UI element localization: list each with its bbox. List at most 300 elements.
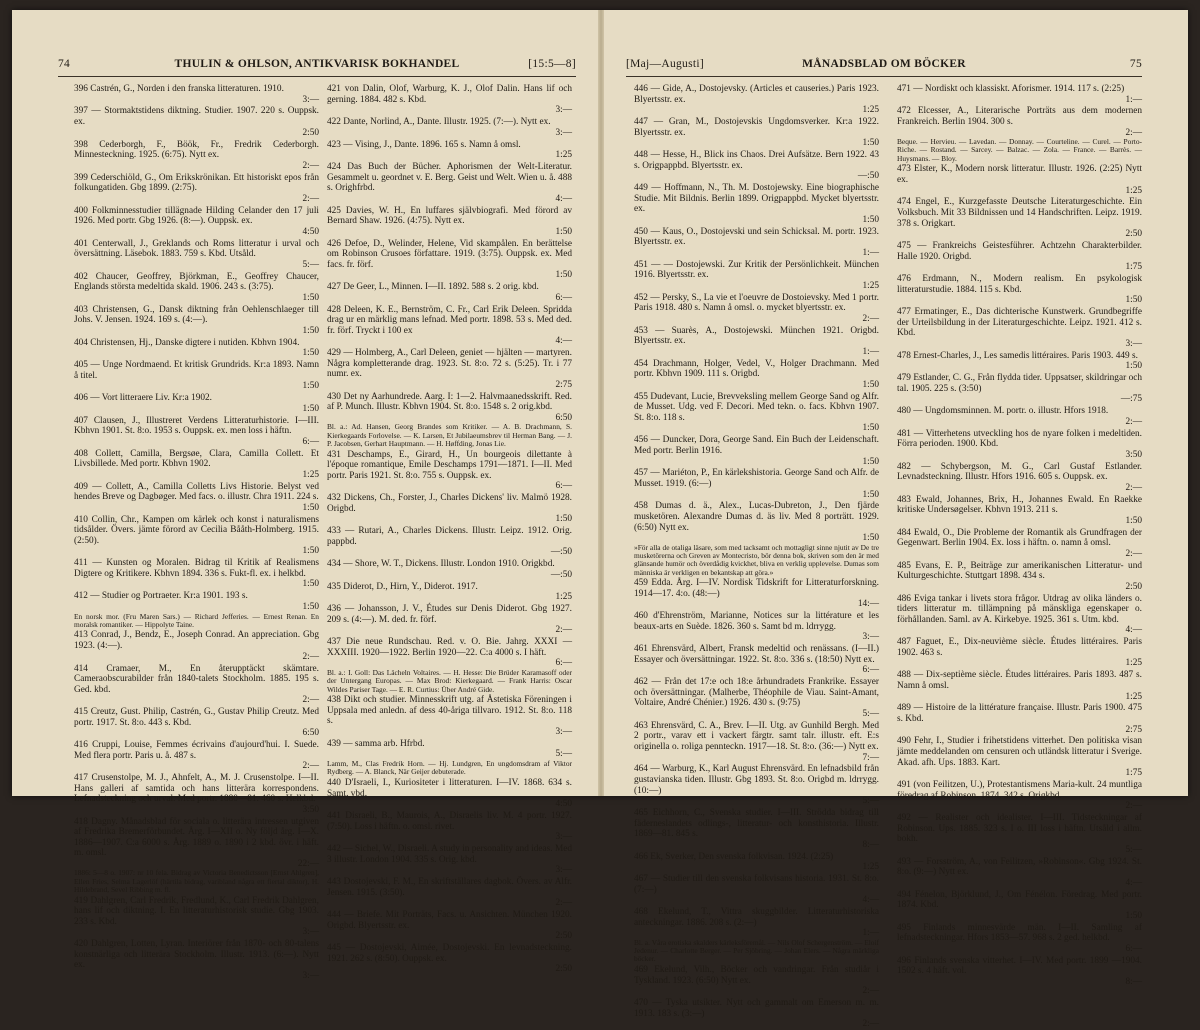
- entry-price: 2:—: [862, 313, 879, 324]
- entry-price: 1:25: [862, 280, 879, 291]
- header-rule: [626, 76, 1142, 77]
- catalog-column: [327, 84, 572, 975]
- catalog-entry: [74, 106, 319, 138]
- entry-text: 454 Drachmann, Holger, Vedel, V., Holger Drachmann. Med portr. Kbhvn 1909. 111 s. Origbd.: [634, 358, 879, 380]
- entry-price: 1:50: [302, 403, 319, 414]
- catalog-entry: [327, 84, 572, 116]
- entry-text: 496 Finlands svenska vitterhet. I—IV. Med portr. 1899 —1904. 1502 s. 4 häft. vol.: [897, 955, 1142, 977]
- catalog-entry: [897, 106, 1142, 163]
- catalog-entry: [74, 206, 319, 238]
- catalog-entry: [74, 173, 319, 205]
- entry-price: 1:25: [1125, 691, 1142, 702]
- entry-text: 491 (von Feilitzen, U.), Protestantismens Maria-kult. 24 muntliga föredrag af Robinson. 1874. 342 s. Origkbd.: [897, 780, 1142, 801]
- catalog-entry: [74, 338, 319, 359]
- catalog-entry: [897, 703, 1142, 735]
- entry-text: 467 — Studier till den svenska folkvisans historia. 1931. St. 8:o. (7:—): [634, 874, 879, 895]
- entry-text: 487 Faguet, E., Dix-neuvième siècle. Études littéraires. Paris 1902. 463 s.: [897, 637, 1142, 658]
- entry-text: 468 Ekelund, T., Vittra skuggbilder. Litteraturhistoriska anteckningar. 1886. 208 s. (2:—): [634, 907, 879, 928]
- catalog-entry: [897, 594, 1142, 636]
- entry-price: 1:25: [302, 469, 319, 480]
- catalog-entry: [634, 808, 879, 850]
- catalog-entry: [634, 611, 879, 643]
- entry-price: 1:25: [555, 592, 572, 603]
- catalog-entry: [327, 117, 572, 138]
- catalog-entry: [897, 274, 1142, 306]
- entry-text: 483 Ewald, Johannes, Brix, H., Johannes Ewald. En Raekke kritiske Undersøgelser. Kbhvn 1913. 211 s.: [897, 494, 1142, 516]
- entry-text: 433 — Rutari, A., Charles Dickens. Illustr. Leipz. 1912. Orig. pappbd.: [327, 526, 572, 547]
- entry-price: 1:75: [1125, 262, 1142, 273]
- entry-text: 432 Dickens, Ch., Forster, J., Charles Dickens' liv. Malmö 1928. Origbd.: [327, 493, 572, 514]
- catalog-entry: [327, 559, 572, 580]
- entry-price: 5:—: [555, 749, 572, 760]
- entry-price: 6:50: [555, 412, 572, 423]
- entry-price: 1:50: [302, 325, 319, 336]
- catalog-entry: [634, 117, 879, 149]
- entry-note: Bl. a.: I. Goll: Das Lächeln Voltaires. — H. Hesse: Die Brüder Karamasoff oder der Untergang Europas. — Max Brod: Kierkegaard. — Frank Harris: Oscar Wildes Pariser Tage. — E. R. Curtius: Über André Gide.: [327, 668, 572, 694]
- entry-text: 443 Dostojevski, F. M., En skriftställares dagbok. Övers. av Alfr. Jensen. 1915. (3:50).: [327, 877, 572, 898]
- entry-text: 402 Chaucer, Geoffrey, Björkman, E., Geoffrey Chaucer, Englands största medeltida skald. 1906. 243 s. (3:75).: [74, 271, 319, 293]
- entry-text: 444 — Briefe. Mit Porträts, Facs. u. Ansichten. München 1920. Origbd. Blyertsstr. ex.: [327, 910, 572, 931]
- entry-text: 405 — Unge Nordmaend. Et kritisk Grundrids. Kr:a 1893. Namn å titel.: [74, 360, 319, 381]
- entry-text: 485 Evans, E. P., Beiträge zur amerikanischen Litteratur- und Kulturgeschichte. Stuttgart 1898. 434 s.: [897, 560, 1142, 582]
- entry-text: 477 Ermatinger, E., Das dichterische Kunstwerk. Grundbegriffe der Urteilsbildung in der Literaturgeschichte. Leipz. 1921. 412 s. Kbd.: [897, 307, 1142, 339]
- entry-price: 2:—: [862, 986, 879, 997]
- entry-price: —:50: [550, 547, 572, 558]
- catalog-entry: [897, 429, 1142, 461]
- entry-price: 2:—: [555, 898, 572, 909]
- entry-text: 462 — Från det 17:e och 18:e århundradets Frankrike. Essayer och översättningar. (Malherbe, Théophile de Viau. Saint-Amant, Voltaire, André Chénier.) 1926. 430 s. (9:75): [634, 677, 879, 709]
- entry-text: 479 Estlander, C. G., Från flydda tider. Uppsatser, skildringar och tal. 1905. 225 s. (3:50): [897, 373, 1142, 394]
- entry-text: 412 — Studier og Portraeter. Kr:a 1901. 193 s.: [74, 591, 248, 602]
- entry-text: 410 Collin, Chr., Kampen om kärlek och konst i naturalismens tidsålder. Övers. jämte förord av Cecilia Bååth-Holmberg. 1915. (2:50).: [74, 514, 319, 546]
- catalog-entry: [634, 965, 879, 997]
- entry-text: 457 — Mariéton, P., En kärlekshistoria. George Sand och Alfr. de Musset. 1919. (6:—): [634, 468, 879, 489]
- entry-text: 466 Ek, Sverker, Den svenska folkvisan. 1924. (2:25): [634, 851, 834, 862]
- entry-price: 1:50: [862, 533, 879, 544]
- entry-price: 8:—: [862, 839, 879, 850]
- entry-text: 448 — Hesse, H., Blick ins Chaos. Drei Aufsätze. Bern 1922. 43 s. Origpappbd. Blyertsstr. ex.: [634, 150, 879, 171]
- catalog-entry: [327, 778, 572, 810]
- entry-text: 435 Diderot, D., Hirn, Y., Diderot. 1917.: [327, 581, 478, 592]
- entry-price: 2:50: [555, 931, 572, 942]
- entry-text: 489 — Histoire de la littérature française. Illustr. Paris 1900. 475 s. Kbd.: [897, 703, 1142, 724]
- catalog-entry: [634, 764, 879, 806]
- entry-price: 2:50: [555, 964, 572, 975]
- catalog-entry: [897, 373, 1142, 405]
- catalog-entry: [897, 923, 1142, 955]
- entry-text: 403 Christensen, G., Dansk diktning från Oehlenschlaeger till Johs. V. Jensen. 1924. 169 s. (4:—).: [74, 304, 319, 326]
- entry-text: 409 — Collett, A., Camilla Colletts Livs Historie. Belyst ved hendes Breve og Dagbøger. Med facs. o. illustr. Chra 1911. 224 s.: [74, 481, 319, 503]
- entry-price: 3:—: [555, 127, 572, 138]
- entry-price: 2:—: [302, 695, 319, 706]
- catalog-entry: [634, 326, 879, 358]
- catalog-entry: [327, 450, 572, 492]
- catalog-entry: [634, 150, 879, 182]
- catalog-entry: [634, 183, 879, 225]
- page-number: 75: [1129, 58, 1142, 70]
- entry-text: 442 — Sichel, W., Disraeli. A study in personality and ideas. Med 3 illustr. London 1904. 335 s. Orig. kbd.: [327, 844, 572, 865]
- entry-price: 6:—: [1125, 943, 1142, 954]
- entry-text: 455 Dudevant, Lucie, Brevveksling mellem George Sand og Alfr. de Musset. Udg. ved F. Decori. Med tekn. o. facs. Kbhvn 1907. St. 8:o. 118 s.: [634, 391, 879, 423]
- catalog-entry: [634, 227, 879, 259]
- left-page: [12, 10, 598, 981]
- entry-price: 4:—: [555, 336, 572, 347]
- catalog-entry: [327, 637, 572, 694]
- catalog-entry: [74, 84, 319, 105]
- catalog-entry: [897, 84, 1142, 105]
- catalog-entry: [897, 528, 1142, 560]
- book-spread: [12, 10, 1188, 1030]
- entry-price: 2:50: [302, 127, 319, 138]
- catalog-entry: [327, 305, 572, 347]
- running-title: MÅNADSBLAD OM BÖCKER: [802, 58, 966, 70]
- entry-price: 2:—: [862, 1019, 879, 1030]
- catalog-entry: [634, 644, 879, 676]
- entry-text: 422 Dante, Norlind, A., Dante. Illustr. 1925. (7:—). Nytt ex.: [327, 117, 551, 128]
- catalog-entry: [74, 630, 319, 662]
- entry-text: 414 Cramaer, M., En återupptäckt skämtare. Cameraobscurabilder från 1840-talets Stockholm. 1885. 195 s. Ged. kbd.: [74, 663, 319, 695]
- entry-note: »För alla de otaliga läsare, som med tacksamt och mottagligt sinne njutit av De tre musketörerna och Greven av Montecristo, bör denna bok, skriven som den är med glänsande humör och överdådig kvickhet, bliva en verklig upplevelse. Dumas som människa är verkligen en bekantskap att göra.»: [634, 542, 879, 577]
- entry-text: 494 Fénelon, Björklund, J., Om Fénélon. Föredrag. Med portr. 1874. Kbd.: [897, 889, 1142, 911]
- entry-text: 408 Collett, Camilla, Bergsøe, Clara, Camilla Collett. Et Livsbillede. Med portr. Kbhvn 1902.: [74, 448, 319, 470]
- catalog-entry: [897, 462, 1142, 494]
- catalog-entry: [897, 406, 1142, 427]
- entry-price: 1:50: [302, 381, 319, 392]
- catalog-entry: [74, 239, 319, 271]
- entry-text: 417 Crusenstolpe, M. J., Ahnfelt, A., M. J. Crusenstolpe. I—II. Hans galleri af samtida och hans litterära korrespondens. Lefnadsteckning och urval. Med portr. 1880—81. 460 s. Helkbd.: [74, 773, 319, 805]
- entry-text: 420 Dahlgren, Lotten, Lyran. Interiörer från 1870- och 80-talens konstnärliga och litterära Stockholm. Illustr. 1913. (6:—). Nytt ex.: [74, 939, 319, 971]
- entry-price: 1:25: [862, 862, 879, 873]
- entry-text: 413 Conrad, J., Bendz, E., Joseph Conrad. An appreciation. Gbg 1923. (4:—).: [74, 630, 319, 652]
- entry-text: 396 Castrén, G., Norden i den franska litteraturen. 1910.: [74, 84, 284, 94]
- catalog-entry: [74, 416, 319, 448]
- entry-text: 400 Folkminnesstudier tillägnade Hilding Celander den 17 juli 1926. Med portr. Gbg 1926. (8:—). Ouppsk. ex.: [74, 205, 319, 227]
- entry-text: 458 Dumas d. ä., Alex., Lucas-Dubreton, J., Den fjärde musketören. Alexandre Dumas d. äs liv. Med 8 porträtt. 1929. (6:50) Nytt ex.: [634, 501, 879, 533]
- entry-note: Bl. a.: Ad. Hansen, Georg Brandes som Kritiker. — A. B. Drachmann, S. Kierkegaards Forlovelse. — K. Larsen, Et Jubilaeumsbrev til Herman Bang. — J. P. Jacobsen, Gerhart Hauptmann. — H. Høffding, Jonas Lie.: [327, 422, 572, 449]
- entry-price: 6:50: [302, 728, 319, 739]
- catalog-entry: [327, 811, 572, 843]
- entry-price: 2:—: [1125, 127, 1142, 138]
- catalog-entry: [897, 351, 1142, 372]
- catalog-entry: [897, 637, 1142, 669]
- entry-text: 465 Eichhorn, C., Svenska studier. I—III. Strödda bidrag till fäderneslandets odlings-, litteratur- och konsthistoria. Illustr. 1869—81. 845 s.: [634, 808, 879, 840]
- catalog-entry: [897, 670, 1142, 702]
- issue-range: [15:5—8]: [528, 58, 576, 70]
- catalog-entry: [897, 780, 1142, 812]
- entry-text: 449 — Hoffmann, N., Th. M. Dostojewsky. Eine biographische Studie. Mit Bildnis. Berlin 1899. Origpappbd. Mycket blyertsstr. ex.: [634, 183, 879, 215]
- catalog-entry: [634, 852, 879, 873]
- catalog-entry: [634, 501, 879, 576]
- entry-text: 404 Christensen, Hj., Danske digtere i nutiden. Kbhvn 1904.: [74, 337, 300, 348]
- catalog-entry: [327, 910, 572, 942]
- entry-price: 2:—: [1125, 416, 1142, 427]
- entry-text: 424 Das Buch der Bücher. Aphorismen der Welt-Literatur. Gesammelt u. geordnet v. E. Berg. Geist und Welt. Wien u. å. 488 s. Orighfrbd.: [327, 162, 572, 194]
- entry-price: 6:—: [555, 658, 572, 669]
- entry-price: 1:50: [555, 226, 572, 237]
- entry-text: 461 Ehrensvärd, Albert, Fransk medeltid och renässans. (I—II.) Essayer och översättningar. 1922. St. 8:o. 336 s. (18:50) Nytt ex.: [634, 644, 879, 665]
- catalog-entry: [74, 773, 319, 815]
- entry-price: 3:—: [555, 105, 572, 116]
- header-rule: [58, 76, 576, 77]
- catalog-entry: [897, 164, 1142, 196]
- entry-text: 437 Die neue Rundschau. Red. v. O. Bie. Jahrg. XXXI —XXXIII. 1920—1922. Berlin 1920—22. C:a 4000 s. I häft.: [327, 637, 572, 658]
- catalog-entry: [327, 695, 572, 737]
- catalog-entry: [327, 582, 572, 603]
- entry-text: 456 — Duncker, Dora, George Sand. Ein Buch der Leidenschaft. Med portr. Berlin 1916.: [634, 435, 879, 456]
- entry-text: 446 — Gide, A., Dostojevsky. (Articles et causeries.) Paris 1923. Blyertsstr. ex.: [634, 84, 879, 105]
- entry-price: 5:—: [862, 796, 879, 807]
- catalog-entry: [897, 197, 1142, 239]
- entry-text: 493 — Forsström, A., von Feilitzen, »Robinson«. Gbg 1924. St. 8:o. (9:—) Nytt ex.: [897, 856, 1142, 878]
- entry-text: 438 Dikt och studier. Minnesskrift utg. af Åstetiska Föreningen i Uppsala med anledn. af dess 40-åriga tillvaro. 1912. St. 8:o. 118 s.: [327, 695, 572, 727]
- columns: [634, 84, 1142, 1030]
- entry-price: 1:50: [1125, 515, 1142, 526]
- catalog-entry: [897, 857, 1142, 889]
- entry-price: 2:75: [555, 379, 572, 390]
- catalog-entry: [74, 817, 319, 895]
- entry-price: 1:50: [302, 292, 319, 303]
- catalog-entry: [74, 140, 319, 172]
- entry-price: 5:—: [862, 708, 879, 719]
- catalog-entry: [634, 392, 879, 434]
- catalog-entry: [634, 874, 879, 906]
- entry-price: 1:75: [1125, 768, 1142, 779]
- entry-text: 481 — Vitterhetens utveckling hos de nyare folken i medeltiden. Förra perioden. 1900. Kbd.: [897, 428, 1142, 450]
- entry-price: —:50: [550, 569, 572, 580]
- entry-text: 447 — Gran, M., Dostojevskis Ungdomsverker. Kr:a 1922. Blyertsstr. ex.: [634, 117, 879, 138]
- entry-text: 421 von Dalin, Olof, Warburg, K. J., Olof Dalin. Hans lif och gerning. 1884. 482 s. Kbd.: [327, 84, 572, 105]
- entry-text: 474 Engel, E., Kurzgefasste Deutsche Literaturgeschichte. Ein Volksbuch. Mit 33 Bildnissen und 14 Handschriften. Leipz. 1919. 378 s. Origkart.: [897, 197, 1142, 229]
- catalog-entry: [634, 677, 879, 719]
- catalog-entry: [327, 943, 572, 975]
- catalog-entry: [327, 162, 572, 204]
- catalog-entry: [897, 495, 1142, 527]
- entry-text: 428 Deleen, K. E., Bernström, C. Fr., Carl Erik Deleen. Spridda drag ur en märklig mans lefnad. Med portr. 1898. 53 s. Med ded. fr. förf. Tryckt i 100 ex: [327, 304, 572, 336]
- page-number: 74: [58, 58, 71, 70]
- entry-price: 3:50: [1125, 449, 1142, 460]
- entry-text: 427 De Geer, L., Minnen. I—II. 1892. 588 s. 2 orig. kbd.: [327, 282, 539, 293]
- entry-price: 1:50: [862, 138, 879, 149]
- entry-price: 6:—: [302, 436, 319, 447]
- entry-price: 2:—: [1125, 548, 1142, 559]
- catalog-entry: [74, 272, 319, 304]
- catalog-entry: [897, 890, 1142, 922]
- entry-text: 470 — Tyska utsikter. Nytt och gammalt om Emerson m. m. 1913. 183 s. (3:—): [634, 998, 879, 1019]
- entry-text: 397 — Stormaktstidens diktning. Studier. 1907. 220 s. Ouppsk. ex.: [74, 106, 319, 128]
- catalog-entry: [634, 260, 879, 292]
- entry-price: 1:50: [862, 379, 879, 390]
- entry-price: 6:—: [862, 665, 879, 676]
- entry-price: 2:—: [302, 651, 319, 662]
- page-header: [626, 58, 1142, 76]
- catalog-entry: [897, 307, 1142, 349]
- catalog-entry: [634, 293, 879, 325]
- catalog-entry: [634, 359, 879, 391]
- entry-text: 478 Ernest-Charles, J., Les samedis littéraires. Paris 1903. 449 s.: [897, 350, 1138, 361]
- entry-price: 3:50: [302, 804, 319, 815]
- entry-text: 471 — Nordiskt och klassiskt. Aforismer. 1914. 117 s. (2:25): [897, 84, 1125, 94]
- catalog-entry: [74, 393, 319, 414]
- entry-text: 407 Clausen, J., Illustreret Verdens Litteraturhistorie. I—III. Kbhvn 1901. St. 8:o. 1953 s. Ouppsk. ex. men loss i häftn.: [74, 415, 319, 437]
- entry-price: 4:—: [1125, 877, 1142, 888]
- entry-text: 441 Disraeli, B., Maurois, A., Disraelis liv. M. 4 portr. 1927. (7:50). Loss i häftn. o. omsl. rivet.: [327, 811, 572, 832]
- entry-price: 2:75: [1125, 724, 1142, 735]
- entry-text: 425 Davies, W. H., En luffares självbiografi. Med förord av Bernard Shaw. 1926. (4:75). Nytt ex.: [327, 205, 572, 227]
- entry-text: 490 Fehr, I., Studier i frihetstidens vitterhet. Den politiska visan jämte meddelanden om censuren och utländsk litteratur i Sverige. Akad. afh. Ups. 1883. Kart.: [897, 736, 1142, 768]
- catalog-entry: [74, 558, 319, 590]
- entry-price: 1:50: [302, 348, 319, 359]
- entry-price: 3:—: [555, 832, 572, 843]
- entry-text: 451 — — Dostojewski. Zur Kritik der Persönlichkeit. München 1916. Blyertsstr. ex.: [634, 259, 879, 281]
- entry-price: 2:—: [302, 193, 319, 204]
- entry-price: 4:50: [302, 226, 319, 237]
- catalog-entry: [327, 239, 572, 281]
- entry-text: 452 — Persky, S., La vie et l'oeuvre de Dostoievsky. Med 1 portr. Paris 1918. 480 s. Namn å omsl. o. mycket blyertsstr. ex.: [634, 292, 879, 314]
- entry-text: 415 Creutz, Gust. Philip, Castrén, G., Gustav Philip Creutz. Med portr. 1917. St. 8:o. 443 s. Kbd.: [74, 707, 319, 728]
- entry-text: 398 Cederborgh, F., Böök, Fr., Fredrik Cederborgh. Minnesteckning. 1925. (6:75). Nytt ex.: [74, 139, 319, 161]
- entry-price: 2:—: [1125, 801, 1142, 812]
- entry-price: 1:25: [1125, 185, 1142, 196]
- catalog-entry: [74, 360, 319, 392]
- entry-text: 473 Elster, K., Modern norsk litteratur. Illustr. 1926. (2:25) Nytt ex.: [897, 164, 1142, 185]
- entry-price: 1:25: [862, 105, 879, 116]
- entry-text: 460 d'Ehrenström, Marianne, Notices sur la littérature et les beaux-arts en Suède. 1826. 360 s. Samt bd m. ldrrygg.: [634, 611, 879, 632]
- entry-price: 1:50: [1125, 361, 1142, 372]
- entry-text: 486 Eviga tankar i livets stora frågor. Utdrag av olika länders o. tiders litteratur m. tillämpning på mänskliga egenskaper o. förhållanden. Saml. av A. Kirkebye. 1925. 361 s. Utm. kbd.: [897, 593, 1142, 625]
- catalog-entry: [327, 348, 572, 390]
- catalog-entry: [74, 664, 319, 706]
- entry-text: 436 — Johansson, J. V., Études sur Denis Diderot. Gbg 1927. 209 s. (4:—). M. ded. fr. förf.: [327, 604, 572, 625]
- entry-text: 475 — Frankreichs Geistesführer. Achtzehn Charakterbilder. Halle 1920. Origbd.: [897, 241, 1142, 262]
- entry-price: 1:50: [555, 270, 572, 281]
- entry-text: 450 — Kaus, O., Dostojevski und sein Schicksal. M. portr. 1923. Blyertsstr. ex.: [634, 226, 879, 248]
- catalog-entry: [897, 241, 1142, 273]
- catalog-entry: [74, 707, 319, 739]
- entry-price: 1:50: [302, 502, 319, 513]
- entry-price: 1:50: [302, 601, 319, 612]
- catalog-entry: [897, 736, 1142, 778]
- catalog-entry: [327, 877, 572, 909]
- entry-note: Beque. — Hervieu. — Lavedan. — Donnay. — Courteline. — Curel. — Porto-Riche. — Rostand. — Sarcey. — Balzac. — Zola. — France. — Barrès. — Huysmans. — Bloy.: [897, 137, 1142, 163]
- catalog-entry: [74, 305, 319, 337]
- entry-text: 464 — Warburg, K., Karl August Ehrensvärd. En lefnadsbild från gustavianska tiden. Illustr. Gbg 1893. St. 8:o. Origbd m. ldrrygg. (10:—): [634, 764, 879, 796]
- entry-text: 399 Cederschiöld, G., Om Erikskrönikan. Ett historiskt epos från folkungatiden. Gbg 1899. (2:75).: [74, 172, 319, 194]
- entry-price: 4:50: [555, 799, 572, 810]
- entry-text: 469 Ekelund, Vilh., Böcker och vandringar. Från studiår i Tyskland. 1923. (6:50) Nytt ex.: [634, 965, 879, 986]
- entry-note: Lamm, M., Clas Fredrik Horn. — Hj. Lundgren, En ungdomsdram af Viktor Rydberg. — A. Blanck, När Geijer debuterade.: [327, 758, 572, 777]
- entry-text: 429 — Holmberg, A., Carl Deleen, geniet — hjälten — martyren. Några kompletterande drag. 1923. St. 8:o. 72 s. (5:25). Tr. i 77 numr. ex.: [327, 348, 572, 380]
- catalog-entry: [74, 515, 319, 557]
- entry-price: 5:—: [302, 259, 319, 270]
- catalog-entry: [634, 468, 879, 500]
- entry-price: 5:—: [1125, 844, 1142, 855]
- entry-price: 6:—: [555, 292, 572, 303]
- catalog-entry: [634, 907, 879, 964]
- entry-price: 8:—: [1125, 976, 1142, 987]
- entry-price: 2:—: [1125, 482, 1142, 493]
- catalog-entry: [74, 740, 319, 772]
- entry-price: 4:—: [1125, 625, 1142, 636]
- entry-text: 472 Elcesser, A., Literarische Porträts aus dem modernen Frankreich. Berlin 1904. 300 s.: [897, 106, 1142, 128]
- entry-price: 3:—: [862, 632, 879, 643]
- entry-text: 426 Defoe, D., Welinder, Helene, Vid skampålen. En berättelse om Robinson Crusoes författare. 1919. (3:75). Ouppsk. ex. Med facs. fr. förf.: [327, 238, 572, 270]
- entry-price: 2:—: [302, 160, 319, 171]
- entry-price: —:50: [857, 171, 879, 182]
- entry-price: —:75: [1120, 394, 1142, 405]
- catalog-entry: [634, 578, 879, 610]
- entry-text: 495 Finlands minnesvärde män. I—II. Samling af lefnadsteckningar. Hfors 1853—57. 968 s. 2 ged. helkbd.: [897, 922, 1142, 944]
- catalog-entry: [74, 482, 319, 514]
- catalog-column: [74, 84, 319, 981]
- entry-text: 431 Deschamps, E., Girard, H., Un bourgeois dilettante à l'époque romantique, Emile Deschamps 1791—1871. I—II. Med portr. Paris 1921. St. 8:o. 755 s. Ouppsk. ex.: [327, 449, 572, 481]
- catalog-entry: [327, 844, 572, 876]
- catalog-column: [897, 84, 1142, 987]
- catalog-entry: [74, 591, 319, 629]
- entry-price: 4:—: [862, 895, 879, 906]
- entry-text: 419 Dahlgren, Carl Fredrik, Fredlund, K., Carl Fredrik Dahlgren, hans lif och diktning. I. En litteraturhistorisk studie. Gbg 1903. 233 s. Kbd.: [74, 895, 319, 927]
- entry-price: 3:—: [1125, 338, 1142, 349]
- entry-price: 1:50: [862, 423, 879, 434]
- entry-price: 1:50: [1125, 910, 1142, 921]
- catalog-entry: [897, 813, 1142, 855]
- entry-text: 418 Dagny. Månadsblad för sociala o. litterära intressen utgiven af Fredrika Bremerförbundet. Årg. I—XII o. Ny följd årg. I—X. 1886—1907. C:a 6000 s. Årg. 1889 o. 1890 i 2 kbd. övr. i häft. m. omsl.: [74, 816, 319, 859]
- entry-price: 1:50: [302, 579, 319, 590]
- entry-text: 480 — Ungdomsminnen. M. portr. o. illustr. Hfors 1918.: [897, 406, 1109, 417]
- columns: [74, 84, 572, 981]
- entry-price: 3:—: [302, 94, 319, 105]
- issue-range: [Maj—Augusti]: [626, 58, 705, 70]
- catalog-entry: [327, 739, 572, 777]
- entry-price: 1:—: [1125, 94, 1142, 105]
- entry-text: 430 Det ny Aarhundrede. Aarg. I: 1—2. Halvmaanedsskrift. Red. af P. Munch. Illustr. Kbhvn 1904. St. 8:o. 1548 s. 2 orig.kbd.: [327, 391, 572, 413]
- catalog-column: [634, 84, 879, 1030]
- entry-price: 2:—: [302, 761, 319, 772]
- entry-text: 453 — Suarès, A., Dostojewski. München 1921. Origbd. Blyertsstr. ex.: [634, 325, 879, 347]
- catalog-entry: [897, 561, 1142, 593]
- entry-price: 1:50: [555, 514, 572, 525]
- entry-price: 22:—: [297, 858, 319, 869]
- entry-text: 439 — samma arb. Hfrbd.: [327, 738, 425, 749]
- entry-text: 440 D'Israeli, I., Kuriositeter i litteraturen. I—IV. 1868. 634 s. Samt. vbd.: [327, 777, 572, 799]
- entry-price: 1:—: [862, 928, 879, 939]
- entry-price: 1:—: [862, 346, 879, 357]
- entry-text: 484 Ewald, O., Die Probleme der Romantik als Grundfragen der Gegenwart. Berlin 1904. Ex. loss i häftn. o. namn å omsl.: [897, 527, 1142, 549]
- entry-text: 416 Cruppi, Louise, Femmes écrivains d'aujourd'hui. I. Suede. Med flera portr. Paris u. å. 487 s.: [74, 740, 319, 761]
- entry-price: 2:—: [555, 625, 572, 636]
- catalog-entry: [74, 939, 319, 981]
- page-header: [58, 58, 576, 76]
- catalog-entry: [327, 392, 572, 449]
- entry-price: 3:—: [302, 970, 319, 981]
- catalog-entry: [74, 449, 319, 481]
- catalog-entry: [634, 435, 879, 467]
- entry-text: 492 — Realister och idealister. I—III. Tidsteckningar af Robinson. Ups. 1885. 323 s. I o. III loss i häftn. Utsåld i allm. bokh.: [897, 813, 1142, 845]
- catalog-entry: [634, 84, 879, 116]
- entry-price: 3:—: [555, 865, 572, 876]
- entry-price: 1:50: [862, 456, 879, 467]
- entry-text: 411 — Kunsten og Moralen. Bidrag til Kritik af Realismens Digtere og Kritikere. Kbhvn 1894. 336 s. Fukt-fl. ex. i helkbd.: [74, 558, 319, 579]
- entry-note: 1886: 5—8 o. 1907: nr 10 fela. Bidrag av Victoria Benedictsson [Ernst Ahlgren], Ellen Fries, Selma Lagerlöf (härtila bidrag, varibland några ett fiertal diktor), H. Hildebrand, Sevel Ribbing m. fl.: [74, 868, 319, 895]
- catalog-entry: [327, 493, 572, 525]
- entry-price: 2:50: [1125, 581, 1142, 592]
- entry-price: 1:50: [862, 214, 879, 225]
- entry-note: Bl. a. Våra erotiska skalders kärleksföremål. — Nils Olof Schergenström. — Eloif Jedenur. — Charlotte Berger. — Per Sjöbring. — Johan Elers. — Några märkliga böcker.: [634, 937, 879, 964]
- entry-price: 1:50: [862, 489, 879, 500]
- entry-price: 14:—: [857, 599, 879, 610]
- catalog-entry: [634, 721, 879, 763]
- entry-text: 482 — Schybergson, M. G., Carl Gustaf Estlander. Levnadsteckning. Illustr. Hfors 1916. 605 s. Ouppsk. ex.: [897, 461, 1142, 483]
- entry-price: 4:—: [555, 193, 572, 204]
